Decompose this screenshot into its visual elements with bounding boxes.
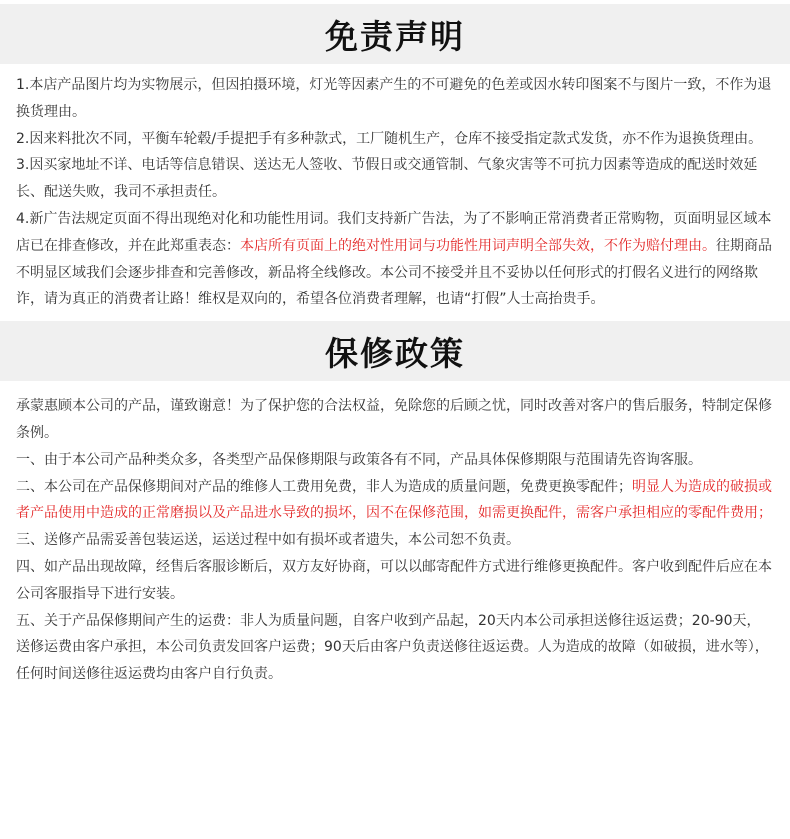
warranty-item-1: 一、由于本公司产品种类众多，各类型产品保修期限与政策各有不同，产品具体保修期限与范围请先咨询客服。 [16, 451, 702, 468]
warranty-title: 保修政策 [325, 333, 465, 373]
warranty-banner [0, 321, 790, 381]
disclaimer-p4-highlight: 本店所有页面上的绝对性用词与功能性用词声明全部失效，不作为赔付理由。 [240, 237, 716, 254]
disclaimer-p4-text-b: 往期商品不明显区域我们会逐步排查和完善修改，新品将全线修改。本公司不接受并且不妥协以任何形式的打假名义进行的网络欺诈，请为真正的消费者让路！维权是双向的，希望各位消费者理解，也请“打假”人士高抬贵手。 [16, 237, 772, 308]
disclaimer-paragraph-2: 2.因来料批次不同，平衡车轮毂/手提把手有多种款式，工厂随机生产，仓库不接受指定款式发货，亦不作为退换货理由。 [16, 130, 763, 147]
warranty-item-2-highlight: 明显人为造成的破损或者产品使用中造成的正常磨损以及产品进水导致的损坏，因不在保修范围，如需更换配件，需客户承担相应的零配件费用； [16, 478, 772, 522]
disclaimer-banner [0, 4, 790, 64]
warranty-content [0, 381, 790, 688]
warranty-item-4: 四、如产品出现故障，经售后客服诊断后，双方友好协商，可以以邮寄配件方式进行维修更换配件。客户收到配件后应在本公司客服指导下进行安装。 [16, 558, 772, 602]
disclaimer-title: 免责声明 [325, 16, 465, 56]
disclaimer-paragraph-4 [16, 206, 772, 313]
warranty-intro: 承蒙惠顾本公司的产品，谨致谢意！为了保护您的合法权益，免除您的后顾之忧，同时改善对客户的售后服务，特制定保修条例。 [16, 398, 772, 441]
disclaimer-paragraph-3: 3.因买家地址不详、电话等信息错误、送达无人签收、节假日或交通管制、气象灾害等不可抗力因素等造成的配送时效延长、配送失败，我司不承担责任。 [16, 157, 758, 201]
warranty-item-2-text: 二、本公司在产品保修期间对产品的维修人工费用免费，非人为造成的质量问题，免费更换零配件； [16, 478, 632, 495]
disclaimer-content [0, 64, 790, 321]
warranty-item-2 [16, 474, 772, 528]
warranty-item-5: 五、关于产品保修期间产生的运费：非人为质量问题，自客户收到产品起，20天内本公司承担送修往返运费；20-90天，送修运费由客户承担，本公司负责发回客户运费；90天后由客户负责送修往返运费。人为造成的故障（如破损，进水等），任何时间送修往返运费均由客户自行负责。 [16, 612, 769, 683]
disclaimer-p4-text-a: 4.新广告法规定页面不得出现绝对化和功能性用词。我们支持新广告法，为了不影响正常消费者正常购物，页面明显区域本店已在排查修改，并在此郑重表态： [16, 210, 772, 254]
warranty-item-3: 三、送修产品需妥善包装运送，运送过程中如有损坏或者遗失，本公司恕不负责。 [16, 532, 520, 549]
disclaimer-paragraph-1: 1.本店产品图片均为实物展示，但因拍摄环境，灯光等因素产生的不可避免的色差或因水转印图案不与图片一致，不作为退换货理由。 [16, 77, 772, 120]
